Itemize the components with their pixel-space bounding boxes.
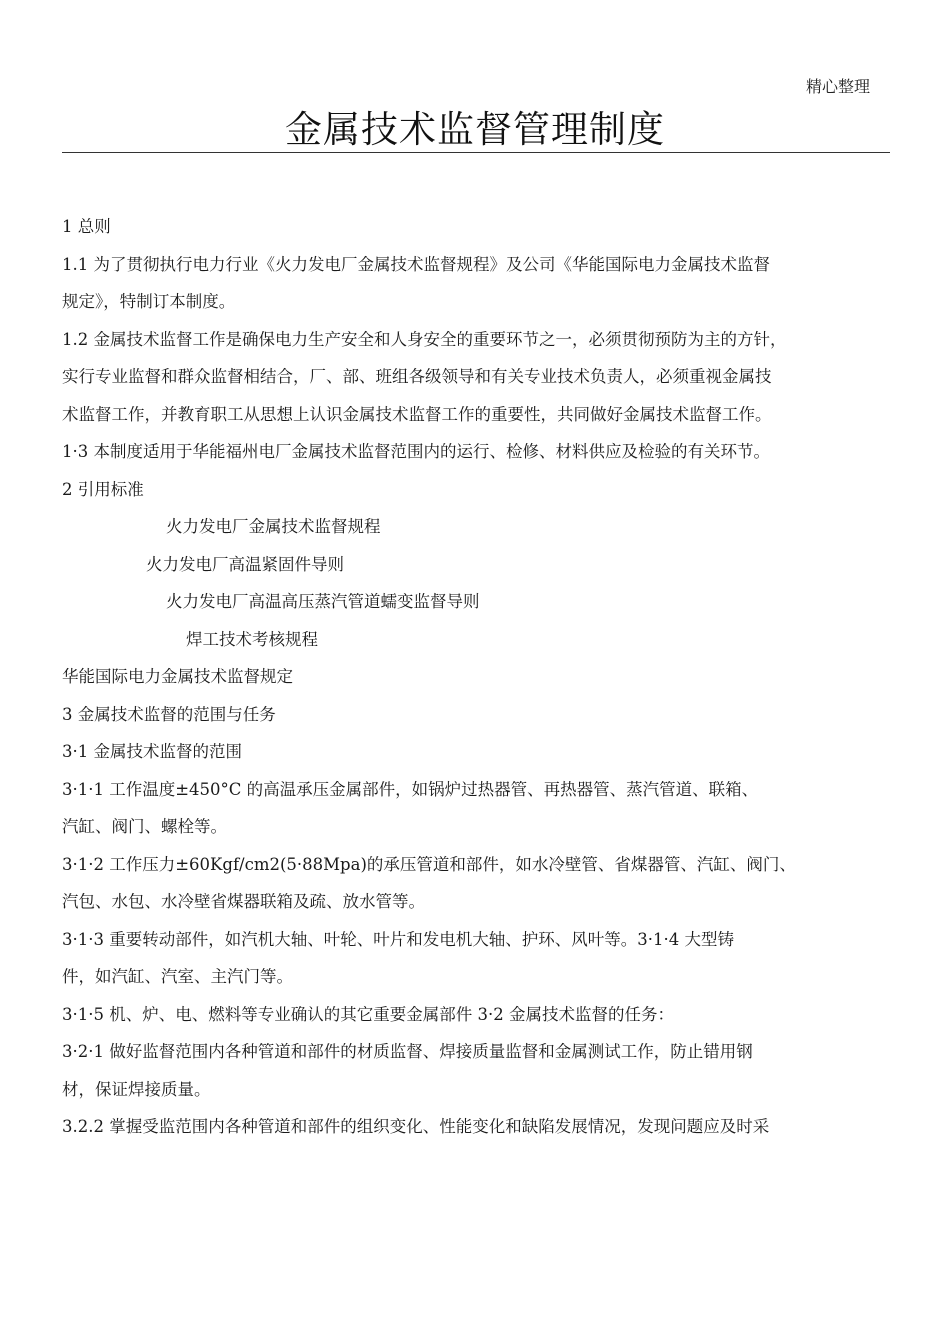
document-title: 金属技术监督管理制度 [285, 108, 665, 151]
paragraph-line: 1.1 为了贯彻执行电力行业《火力发电厂金属技术监督规程》及公司《华能国际电力金属技术监督 [62, 254, 770, 274]
paragraph-line: 实行专业监督和群众监督相结合，厂、部、班组各级领导和有关专业技术负责人，必须重视金属技 [62, 367, 772, 386]
corner-note: 精心整理 [806, 77, 871, 96]
paragraph-line: 3·2·1 做好监督范围内各种管道和部件的材质监督、焊接质量监督和金属测试工作，防止错用钢 [62, 1042, 753, 1061]
paragraph-line: 材，保证焊接质量。 [62, 1079, 211, 1099]
paragraph-line: 件，如汽缸、汽室、主汽门等。 [62, 967, 293, 986]
paragraph-line: 3·1·5 机、炉、电、燃料等专业确认的其它重要金属部件 3·2 金属技术监督的任务： [62, 1004, 674, 1024]
paragraph-line: 术监督工作，并教育职工从思想上认识金属技术监督工作的重要性，共同做好金属技术监督工作。 [62, 404, 772, 424]
subsection-heading: 3·1 金属技术监督的范围 [62, 742, 242, 761]
paragraph-line: 3·1·1 工作温度±450°C 的高温承压金属部件，如锅炉过热器管、再热器管、蒸汽管道、联箱、 [62, 779, 759, 799]
section-heading: 1 总则 [62, 217, 111, 236]
reference-item: 火力发电厂高温紧固件导则 [146, 554, 344, 574]
document-body [62, 208, 892, 1146]
paragraph-line: 汽缸、阀门、螺栓等。 [62, 817, 227, 836]
paragraph-line: 3·1·2 工作压力±60Kgf/cm2(5·88Mpa)的承压管道和部件，如水冷壁管、省煤器管、汽缸、阀门、 [62, 854, 796, 874]
paragraph-line: 汽包、水包、水冷壁省煤器联箱及疏、放水管等。 [62, 892, 425, 911]
paragraph-line: 3·1·3 重要转动部件，如汽机大轴、叶轮、叶片和发电机大轴、护环、风叶等。3·1·4 大型铸 [62, 929, 734, 949]
reference-item: 火力发电厂高温高压蒸汽管道蠕变监督导则 [166, 592, 480, 611]
paragraph-line: 1.2 金属技术监督工作是确保电力生产安全和人身安全的重要环节之一，必须贯彻预防为主的方针， [62, 329, 787, 349]
section-heading: 3 金属技术监督的范围与任务 [62, 704, 276, 724]
paragraph-line: 1·3 本制度适用于华能福州电厂金属技术监督范围内的运行、检修、材料供应及检验的有关环节。 [62, 442, 770, 461]
title-underline [62, 152, 890, 153]
reference-item: 华能国际电力金属技术监督规定 [62, 667, 293, 686]
reference-item: 焊工技术考核规程 [186, 629, 318, 649]
paragraph-line: 3.2.2 掌握受监范围内各种管道和部件的组织变化、性能变化和缺陷发展情况，发现问题应及时采 [62, 1117, 770, 1136]
reference-item: 火力发电厂金属技术监督规程 [166, 517, 381, 536]
section-heading: 2 引用标准 [62, 479, 144, 499]
paragraph-line: 规定》，特制订本制度。 [62, 292, 236, 311]
